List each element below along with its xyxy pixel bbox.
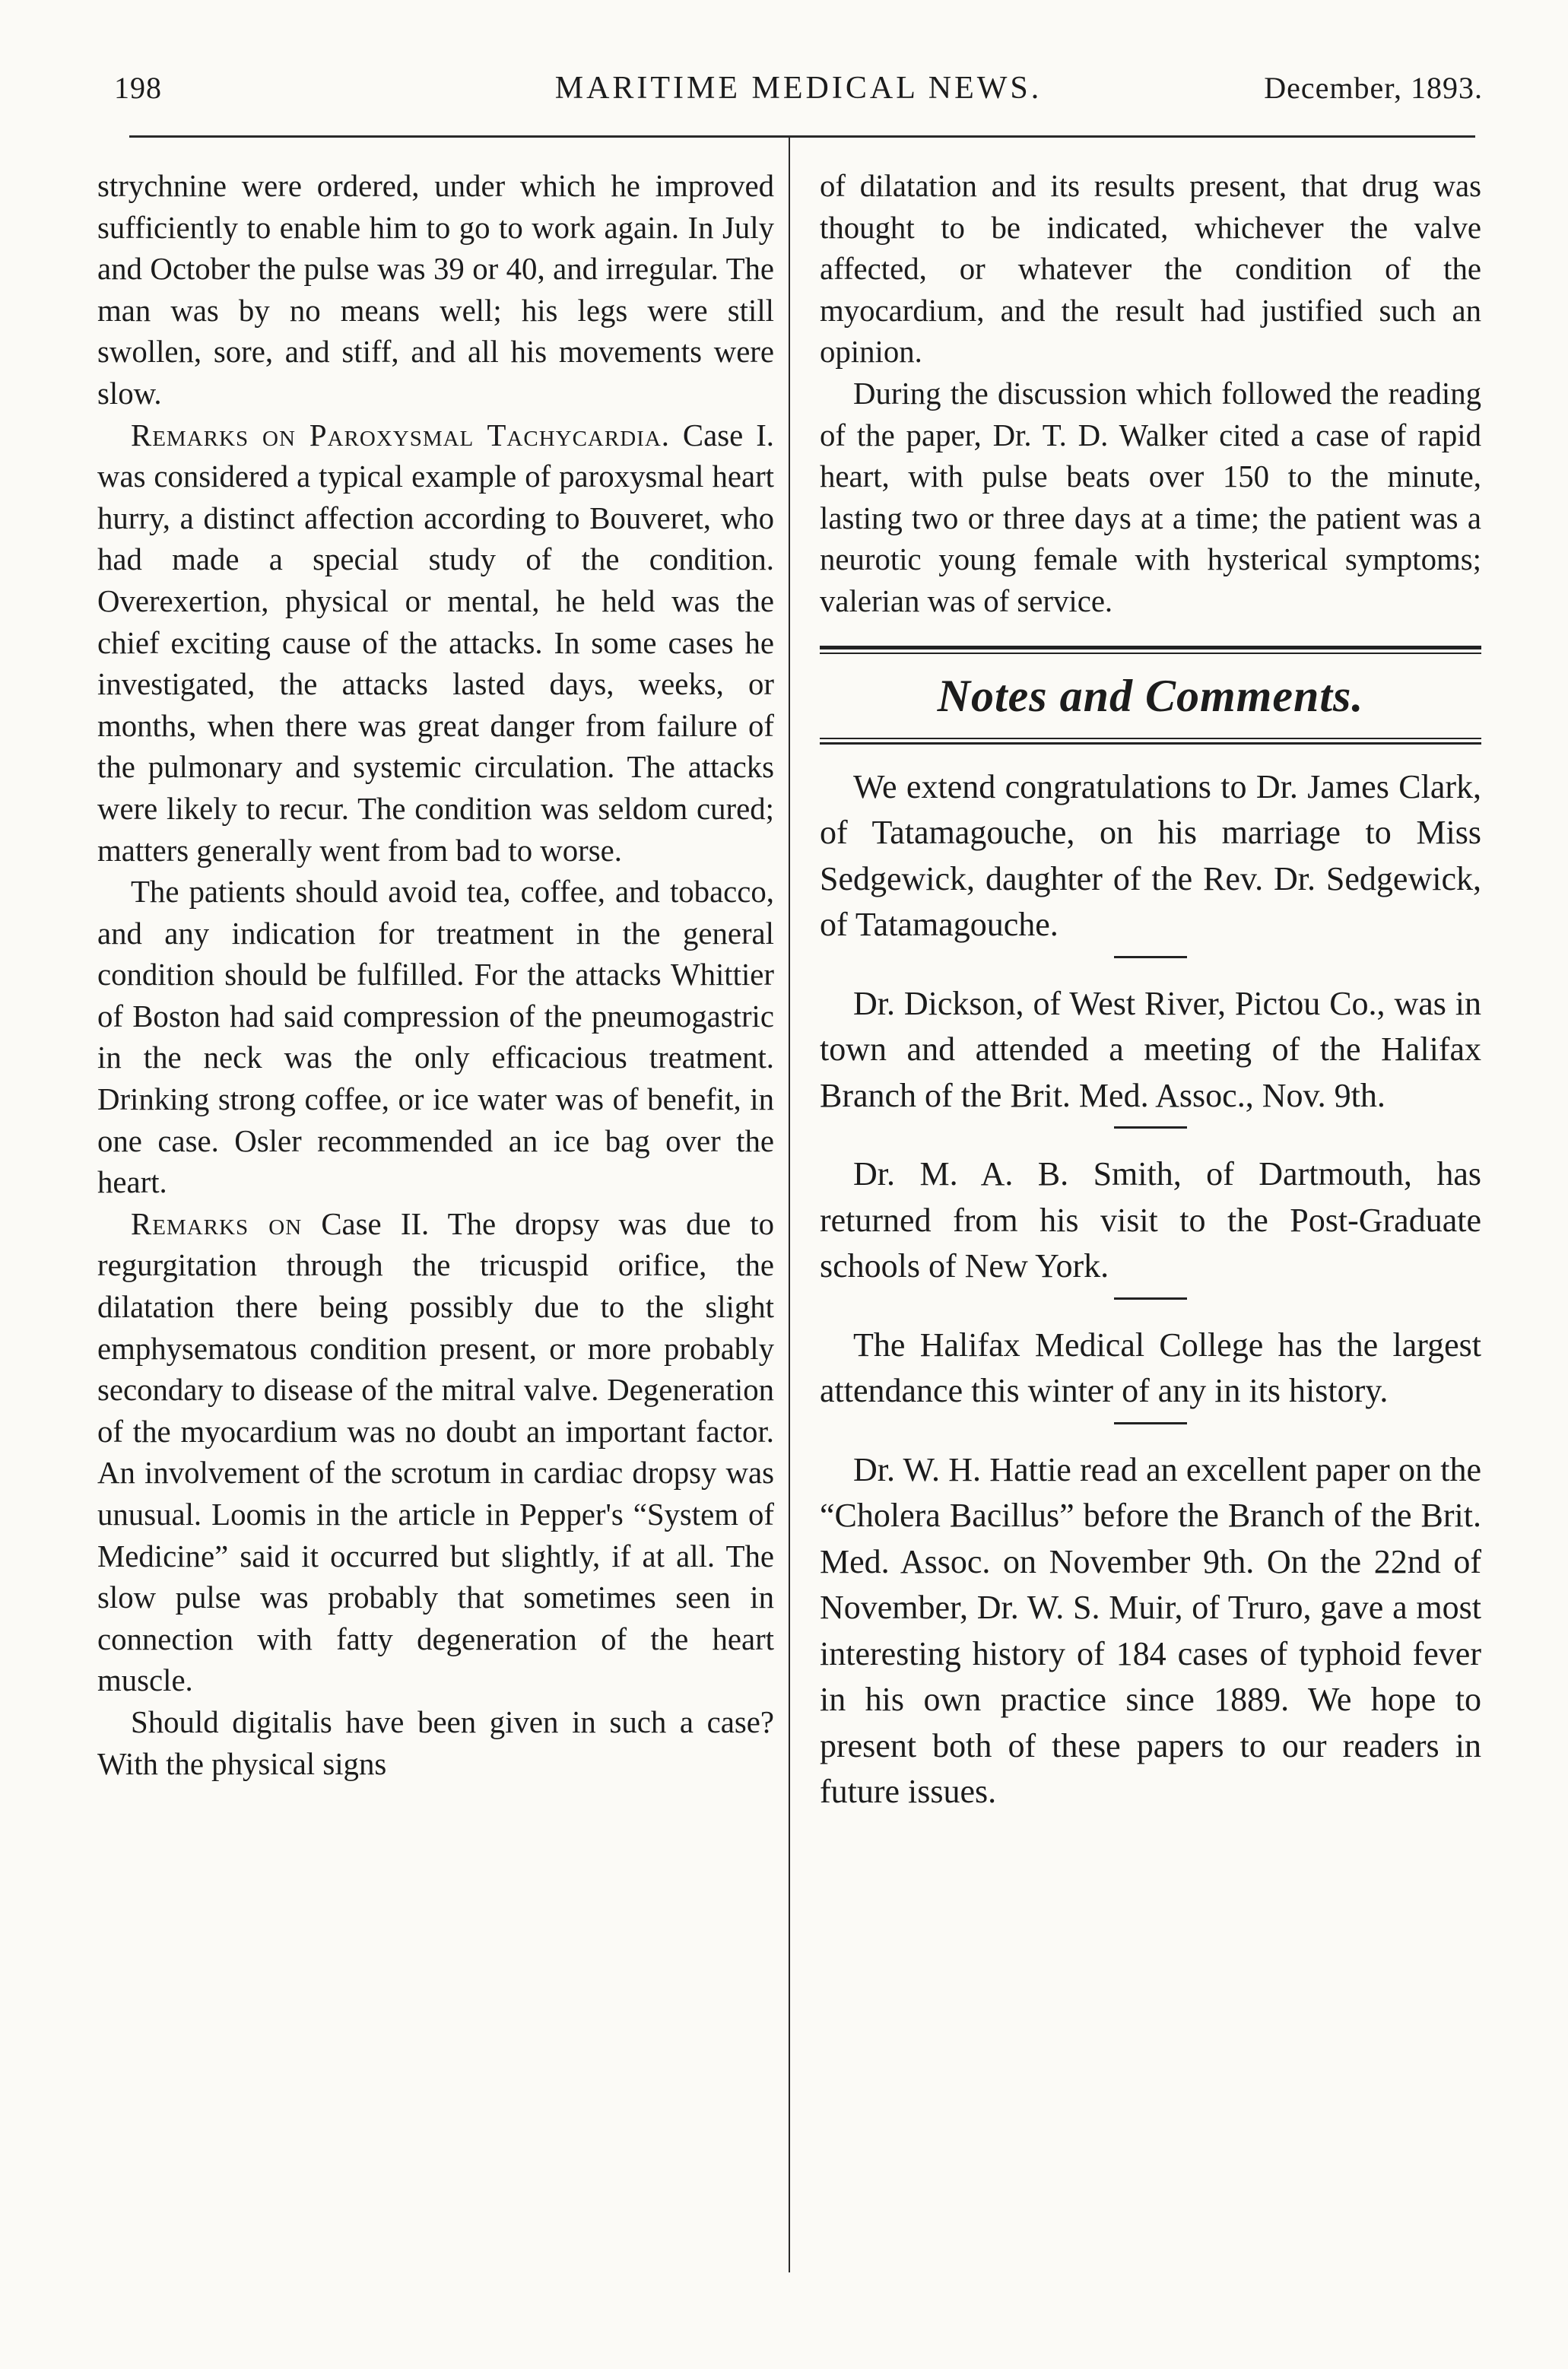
page-header (114, 70, 1483, 113)
page-number: 198 (114, 71, 162, 105)
paragraph-body: Case II. The dropsy was due to regurgitation through the tricuspid orifice, the dilatation there being possibly due to the slight emphysematous condition present, or more probably secondary to disease of the mitral valve. Degeneration of the myocardium was no doubt an important factor. An involvement of the scrotum in cardiac dropsy was unusual. Loomis in the article in Pepper's “System of Medicine” said it occurred but slightly, if at all. The slow pulse was probably that sometimes seen in connection with fatty degeneration of the heart muscle. (97, 1206, 774, 1698)
left-paragraph-5: Should digitalis have been given in such a case? With the physical signs (97, 1704, 774, 1781)
notes-list (820, 764, 1481, 1815)
left-paragraph-1: strychnine were ordered, under which he improved sufficiently to enable him to go to work again. In July and October the pulse was 39 or 40, and irregular. The man was by no means well; his legs were still swollen, sore, and stiff, and all his movements were slow. (97, 169, 774, 411)
section-title: Notes and Comments. (937, 670, 1364, 721)
left-paragraph-2 (97, 415, 774, 872)
note-item: Dr. Dickson, of West River, Pictou Co., was in town and attended a meeting of the Halifax Branch of the Brit. Med. Assoc., Nov. 9th. (820, 984, 1481, 1114)
note-item: We extend congratulations to Dr. James Clark, of Tatamagouche, on his marriage to Miss Sedgewick, daughter of the Rev. Dr. Sedgewick, of Tatamagouche. (820, 767, 1481, 944)
note-separator (1114, 1422, 1187, 1424)
header-rule (129, 135, 1475, 138)
section-rule (820, 646, 1481, 649)
column-divider (789, 135, 790, 2272)
paragraph-heading: Remarks on Paroxysmal Tachycardia. (131, 418, 670, 453)
journal-title: MARITIME MEDICAL NEWS. (554, 71, 1043, 106)
section-rule (820, 742, 1481, 745)
note-separator (1114, 956, 1187, 958)
paragraph-body: Case I. was considered a typical example of paroxysmal heart hurry, a distinct affection according to Bouveret, who had made a special study of the condition. Overexertion, physical or mental, he held was the chief exciting cause of the attacks. In some cases he investigated, the attacks lasted days, weeks, or months, when there was great danger from failure of the pulmonary and systemic circulation. The attacks were likely to recur. The condition was seldom cured; matters generally went from bad to worse. (97, 418, 774, 868)
left-column (97, 166, 774, 1785)
right-paragraph-1: of dilatation and its results present, that drug was thought to be indicated, whichever the valve affected, or whatever the condition of the myocardium, and the result had justified such an opinion. (820, 169, 1481, 370)
issue-date: December, 1893. (1264, 71, 1483, 105)
note-item: The Halifax Medical College has the largest attendance this winter of any in its history. (820, 1326, 1481, 1410)
left-paragraph-4 (97, 1204, 774, 1702)
note-item: Dr. M. A. B. Smith, of Dartmouth, has returned from his visit to the Post-Graduate schools of New York. (820, 1155, 1481, 1285)
note-separator (1114, 1126, 1187, 1129)
left-paragraph-3: The patients should avoid tea, coffee, and tobacco, and any indication for treatment in the general condition should be fulfilled. For the attacks Whittier of Boston had said compression of the pneumogastric in the neck was the only efficacious treatment. Drinking strong coffee, or ice water was of benefit, in one case. Osler recommended an ice bag over the heart. (97, 875, 774, 1200)
paragraph-heading: Remarks on (131, 1206, 303, 1241)
right-paragraph-2: During the discussion which followed the reading of the paper, Dr. T. D. Walker cited a case of rapid heart, with pulse beats over 150 to the minute, lasting two or three days at a time; the patient was a neurotic young female with hysterical symptoms; valerian was of service. (820, 376, 1481, 618)
notes-section-header (820, 646, 1481, 745)
right-column (820, 166, 1481, 1815)
section-rule (820, 738, 1481, 739)
note-item: Dr. W. H. Hattie read an excellent paper on the “Cholera Bacillus” before the Branch of the Brit. Med. Assoc. on November 9th. On the 22nd of November, Dr. W. S. Muir, of Truro, gave a most interesting history of 184 cases of typhoid fever in his own practice since 1889. We hope to present both of these papers to our readers in future issues. (820, 1450, 1481, 1811)
note-separator (1114, 1297, 1187, 1300)
